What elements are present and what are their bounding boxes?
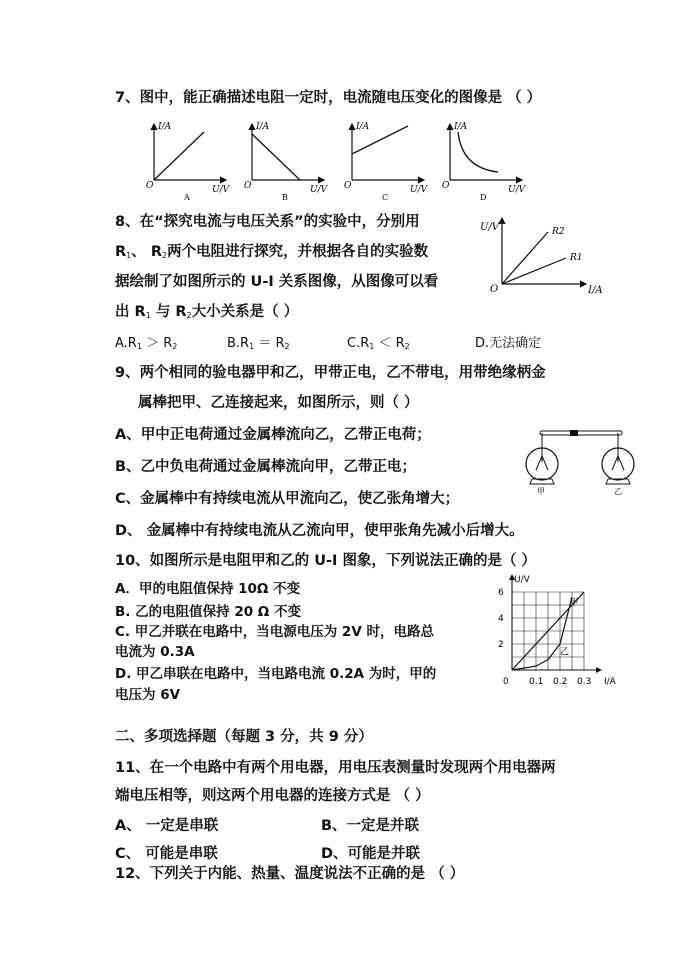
y-tick-label: 2 [498,640,504,650]
y-tick-label: 4 [498,614,504,624]
q7-a-choice: A [184,193,190,202]
q7-line-a [154,132,204,180]
q11-option-a: A、 一定是串联 [115,818,219,834]
q10-chart [494,572,624,690]
q11-option-d: D、可能是并联 [321,846,421,862]
x-axis-label: I/A [604,677,616,687]
q9-option-c: C、金属棒中有持续电流从甲流向乙，使乙张角增大； [115,491,460,507]
q8-option-b: $B.R_1 = R_2$ [227,336,290,351]
q7-graph-b [244,122,329,202]
y-tick-label: 6 [498,588,504,598]
q9-left-label: 甲 [537,487,545,496]
series-label-yi: 乙 [560,647,570,658]
q8-line3: 据绘制了如图所示的 U-I 关系图像，从图像可以看 [115,274,439,290]
q7-b-xlabel: U/V [310,185,328,195]
q7-graphs [140,118,530,204]
q7-c-choice: C [382,193,389,202]
q8-line2-a: R [115,244,127,260]
q9-right-label: 乙 [614,487,622,496]
q7-curve-d [458,132,498,172]
q8-label-r2: R2 [552,227,565,237]
q10-option-c1: C. 甲乙并联在电路中，当电源电压为 2V 时，电路总 [115,624,434,640]
q8-ylabel: U/V [480,222,500,233]
q10-option-a: A．甲的电阻值保持 10Ω 不变 [115,581,301,597]
y-axis-label: U/V [514,575,530,585]
q12-stem: 12、下列关于内能、热量、温度说法不正确的是 （ ） [115,866,465,882]
q7-d-ylabel: I/A [454,122,468,132]
q7-d-origin: O [442,181,450,191]
x-tick-label: 0.3 [577,677,592,687]
q7-a-origin: O [146,181,154,191]
q9-figure [512,426,650,498]
q8-line2 [115,243,428,265]
q7-graph-d [442,122,527,202]
q8-xlabel: I/A [588,285,603,296]
q8-line4-a: 出 R [115,304,146,320]
q11-stem1: 11、在一个电路中有两个用电器，用电压表测量时发现两个用电器两 [115,760,556,776]
q9-stem1: 9、两个相同的验电器甲和乙，甲带正电，乙不带电，用带绝缘柄金 [115,365,546,381]
q9-option-b: B、乙中负电荷通过金属棒流向甲，乙带正电； [115,459,417,475]
q10-option-b: B. 乙的电阻值保持 20 Ω 不变 [115,604,301,620]
q8-line2-sub1: 1 [126,251,132,260]
q8-line4 [115,303,298,325]
q10-option-d1: D. 甲乙串联在电路中，当电路电流 0.2A 为时，甲的 [115,666,437,682]
electroscope-right [602,433,634,496]
q8-line1: 8、在“探究电流与电压关系”的实验中，分别用 [115,214,420,230]
q11-option-b: B、一定是并联 [321,818,420,834]
q8-line-r2 [502,232,548,284]
q11-stem2: 端电压相等，则这两个用电器的连接方式是 （ ） [115,788,430,804]
x-tick-label: 0.1 [529,677,544,687]
q7-d-choice: D [480,193,487,202]
x-axis-arrow [596,667,602,673]
insulated-handle [570,430,578,436]
metal-rod [540,431,622,435]
q8-line4-sub2: 2 [186,311,192,320]
q7-a-ylabel: I/A [158,122,172,132]
q7-c-xlabel: U/V [410,185,428,195]
q10-option-c2: 电流为 0.3A [115,644,195,660]
q7-graph-a [146,122,231,202]
q8-label-r1: R1 [570,253,583,263]
q8-option-c: $C.R_1 < R_2$ [347,336,410,351]
q7-c-origin: O [344,181,352,191]
q8-line2-sub2: 2 [161,251,168,260]
q10-stem: 10、如图所示是电阻甲和乙的 U-I 图象，下列说法正确的是（ ） [115,553,537,569]
q7-b-choice: B [282,193,288,202]
q10-option-d2: 电压为 6V [115,687,181,703]
q7-d-xlabel: U/V [508,185,526,195]
q8-line4-sub1: 1 [145,311,151,320]
q8-figure [478,212,608,296]
series-line-yi [512,597,572,670]
q8-line2-b: 、 R [131,244,162,260]
q7-graph-c [344,122,429,202]
q7-c-ylabel: I/A [356,122,370,132]
q7-b-origin: O [244,181,252,191]
series-label-jia: 甲 [569,598,579,608]
q9-stem2: 属棒把甲、乙连接起来，如图所示，则（ ） [138,395,419,411]
x-tick-label: 0 [503,677,509,687]
q8-origin: O [490,284,499,295]
section2-heading: 二、多项选择题（每题 3 分，共 9 分） [115,729,373,745]
q11-option-c: C、 可能是串联 [115,846,218,862]
x-tick-label: 0.2 [553,677,568,687]
q8-option-d: D.无法确定 [475,336,542,351]
q8-option-a: $A.R_1 > R_2$ [115,336,178,351]
q7-line-b [252,134,300,180]
q8-line2-c: 两个电阻进行探究，并根据各自的实验数 [167,244,429,260]
q8-line4-b: 与 R [155,304,187,320]
q9-option-d: D、 金属棒中有持续电流从乙流向甲，使甲张角先减小后增大。 [115,523,524,539]
q7-b-ylabel: I/A [256,122,270,132]
q7-stem: 7、图中，能正确描述电阻一定时，电流随电压变化的图像是 （ ） [115,90,542,106]
electroscope-left [526,433,558,496]
q8-line4-c: 大小关系是（ ） [191,304,299,320]
q7-a-xlabel: U/V [212,185,230,195]
q8-line-r1 [502,258,566,284]
q9-option-a: A、甲中正电荷通过金属棒流向乙，乙带正电荷； [115,427,431,443]
